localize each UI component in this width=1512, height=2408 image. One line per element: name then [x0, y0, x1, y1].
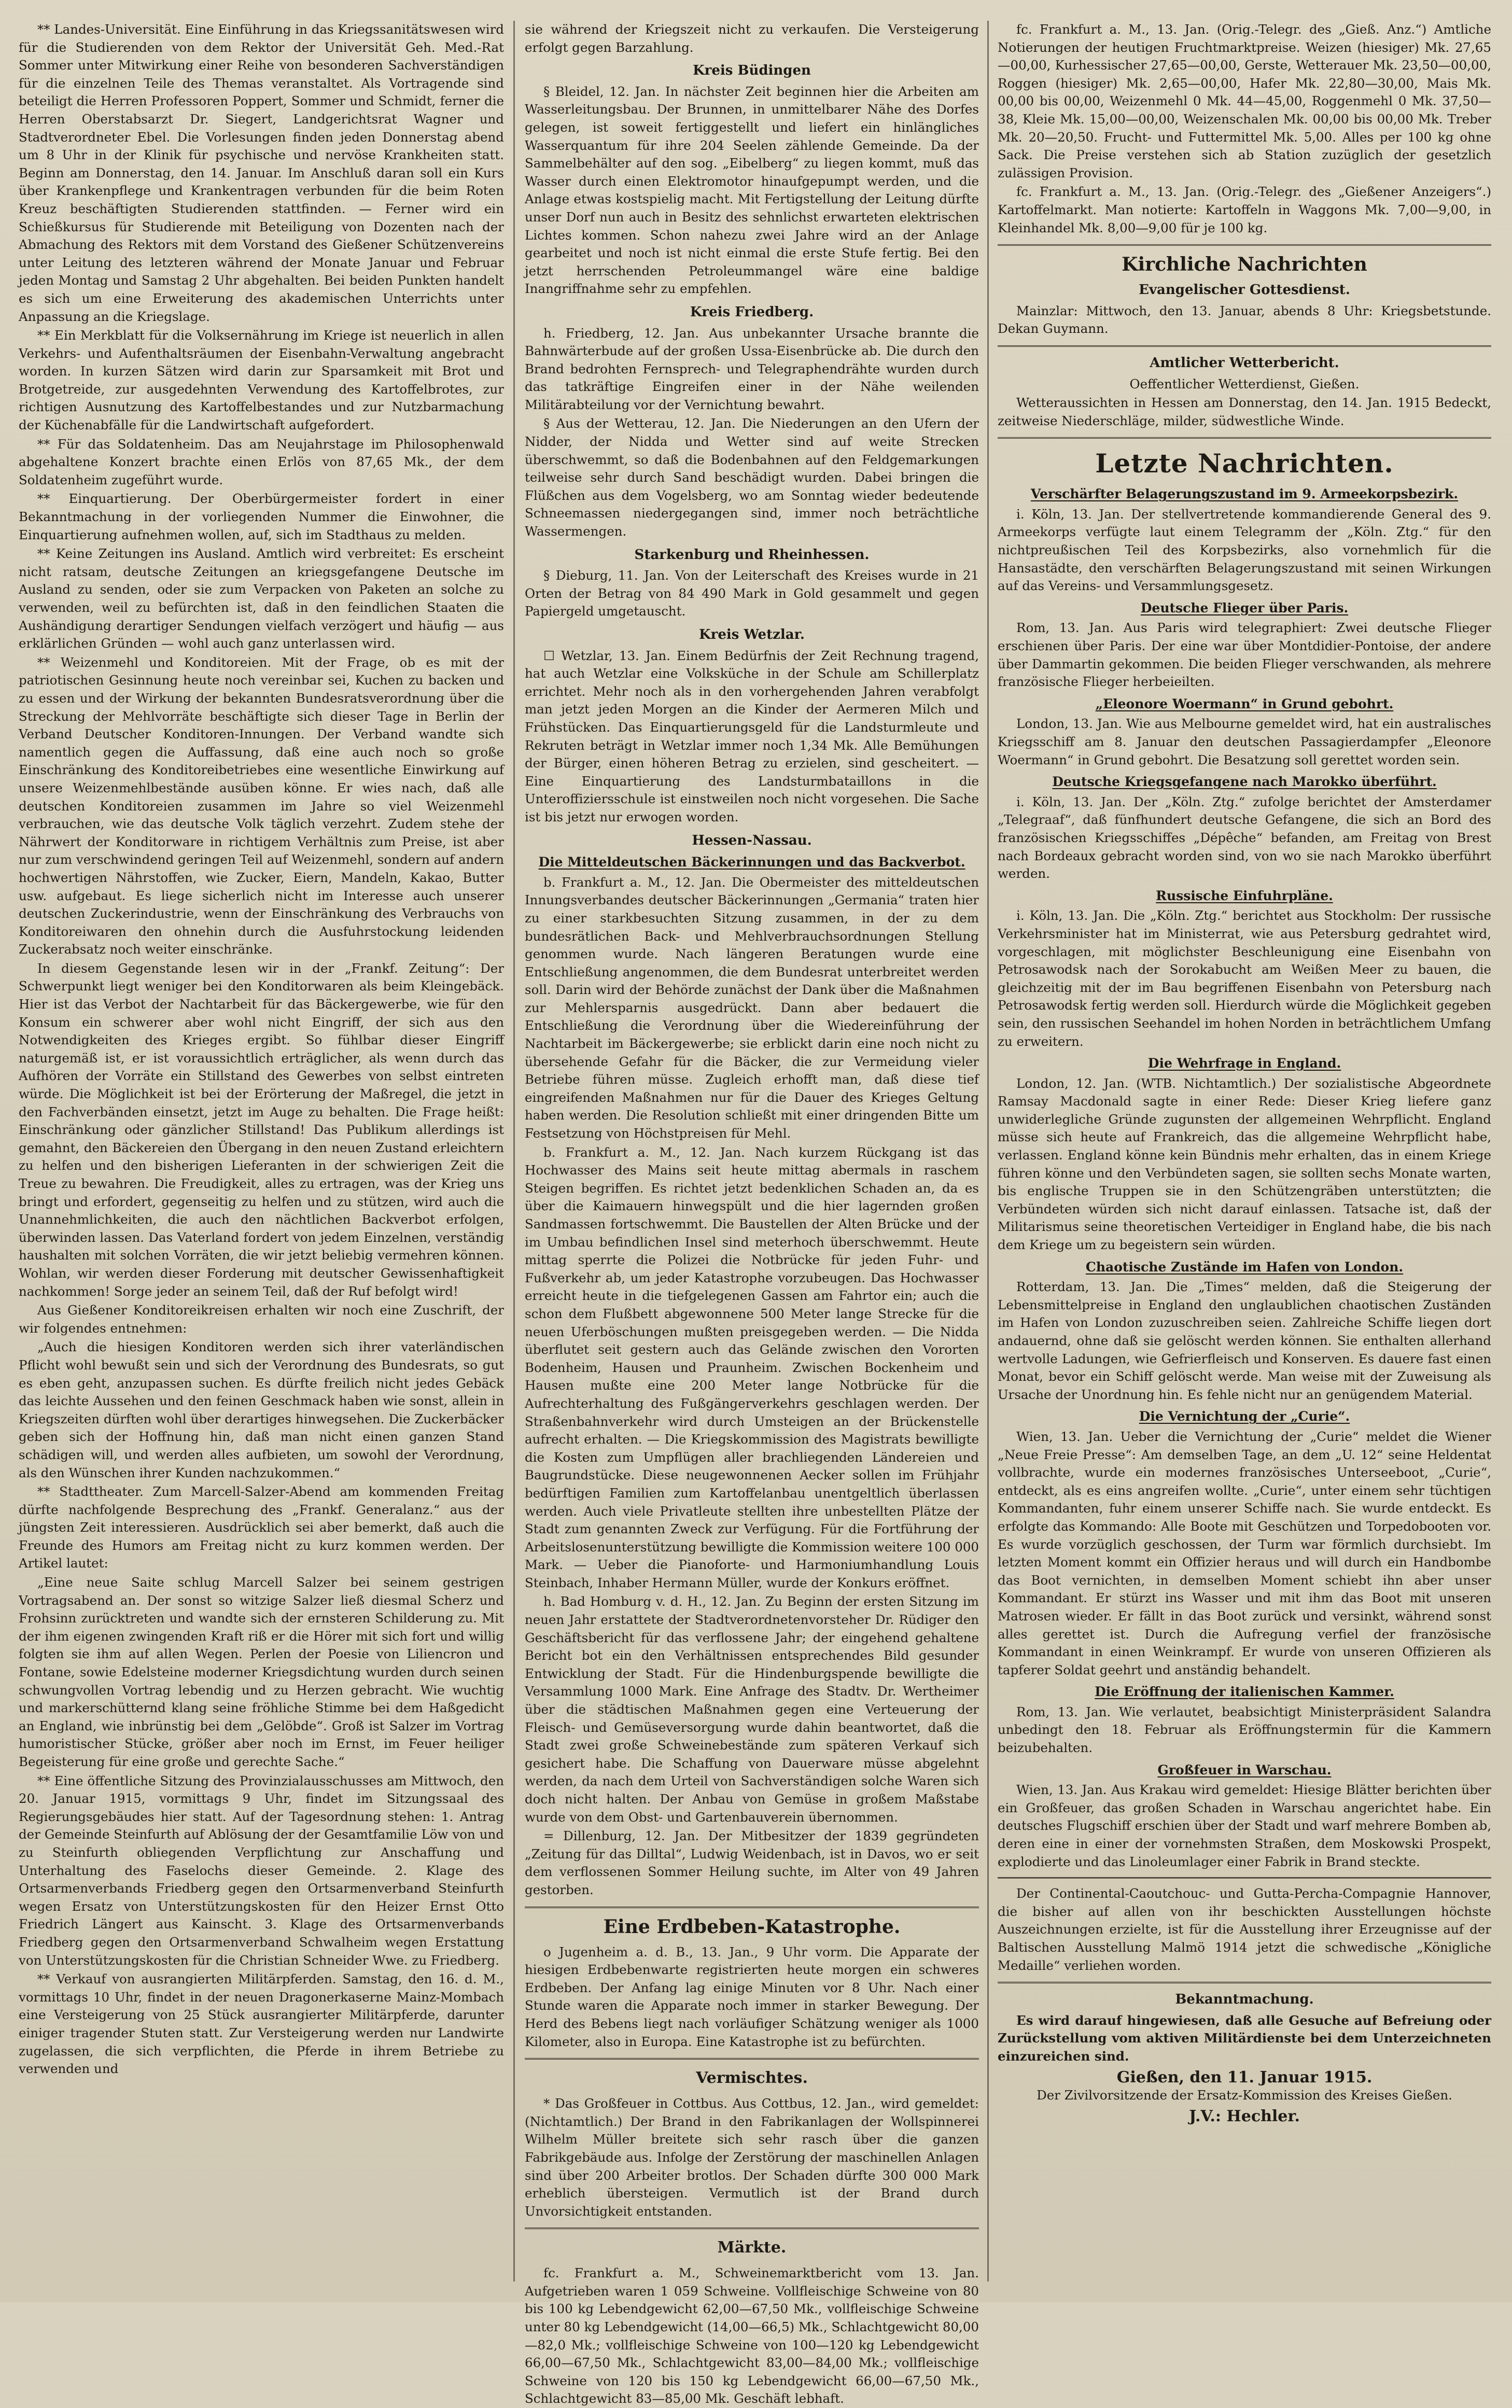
article-homburg: h. Bad Homburg v. d. H., 12. Jan. Zu Beginn der ersten Sitzung im neuen Jahr erstattete der Stadtverordnetenvorsteher Dr. Rüdiger den Geschäftsbericht für das verflossene Jahr; der eingehend gehaltene Bericht bot ein den Verhältnissen entsprechendes Bild gesunder Entwicklung der Stadt. Für die Hindenburgspende bewilligte die Versammlung 1000 Mark. Eine Anfrage des Stadtv. Dr. Wertheimer über die städtischen Maßnahmen gegen eine Verteuerung der Fleisch- und Gemüseversorgung wurde dahin beantwortet, daß die Stadt zwei große Schweinebestände zum späteren Verkauf sich gesichert habe. Die Schaffung von Dauerware müsse abgelehnt werden, da nach dem Urteil von Sachverständigen solche Waren sich doch nicht halten. Der Anbau von Gemüse in großem Maßstabe wurde von dem Obst- und Gartenbauverein übernommen.	[525, 1594, 979, 1825]
section-heading-letzte-nachrichten: Letzte Nachrichten.	[1095, 448, 1394, 479]
article-dillenburg: = Dillenburg, 12. Jan. Der Mitbesitzer der 1839 gegründeten „Zeitung für das Dilltal“, Ludwig Weidenbach, ist in Davos, wo er seit dem verflossenen Sommer Heilung suchte, im Alter von 49 Jahren gestorben.	[525, 1828, 979, 1897]
article-universitaet: ** Landes-Universität. Eine Einführung in das Kriegssanitätswesen wird für die Studierenden von dem Rektor der Universität Geh. Med.-Rat Sommer unter Mitwirkung einer Reihe von besonderen Sachverständigen für die einzelnen Teile des Themas veranstaltet. Als Vortragende sind beteiligt die Herren Professoren Poppert, Sommer und Schmidt, ferner die Herren Oberstabsarzt Dr. Siegert, Landgerichtsrat Wagner und Stadtverordneter Ebel. Die Vorlesungen finden jeden Donnerstag abend um 8 Uhr in der Klinik für psychische und nervöse Krankheiten statt. Beginn am Donnerstag, den 14. Januar. Im Anschluß daran soll ein Kurs über Krankenpflege und Krankentragen verbunden für die beim Roten Kreuz beschäftigten Studierenden stattfinden. — Ferner wird ein Schießkursus für Studierende mit Beteiligung von Dozenten nach der Abmachung des Rektors mit dem Vorstand des Gießener Schützenvereins unter Leitung des letzteren während der Monate Januar und Februar jeden Montag und Samstag 2 Uhr abgehalten. Bei beiden Punkten handelt es sich um eine Erweiterung des akademischen Unterrichts unter Anpassung an die Kriegslage.	[19, 22, 504, 324]
article-hochwasser: b. Frankfurt a. M., 12. Jan. Nach kurzem Rückgang ist das Hochwasser des Mains seit heute mittag abermals in raschem Steigen begriffen. Es richtet jetzt bedenklichen Schaden an, da es über die Kaimauern hinwegspült und die hier lagernden großen Sandmassen fortschwemmt. Die Baustellen der Alten Brücke und der im Umbau befindlichen Insel sind meterhoch überschwemmt. Heute mittag sperrte die Polizei die Notbrücke für jeden Fuhr- und Fußverkehr ab, um jeder Katastrophe vorzubeugen. Das Hochwasser erreicht heute in die tiefgelegenen Gassen am Fahrtor ein; auch die schon dem Flußbett abgewonnene 500 Meter lange Strecke für die neuen Uferböschungen mußten preisgegeben werden. — Die Nidda überflutet seit gestern auch das Gelände zwischen den Vororten Bodenheim, Hausen und Praunheim. Zwischen Bockenheim und Hausen mußte eine 200 Meter lange Notbrücke für die Aufrechterhaltung des Fußgängerverkehrs geschlagen werden. Der Straßenbahnverkehr wird durch Umsteigen an der Brückenstelle aufrecht erhalten. — Die Kriegskommission des Magistrats bewilligte die Kosten zum Umpflügen aller brachliegenden Ländereien und Baugrundstücke. Diese neugewonnenen Aecker sollen im Frühjahr bedürftigen Familien zum Kartoffelanbau unentgeltlich überlassen werden. Auch viele Privatleute stellten ihre unbestellten Plätze der Stadt zum genannten Zweck zur Verfügung. Für die Fortführung der Arbeitslosenunterstützung bewilligte die Kommission weitere 100 000 Mark. — Ueber die Pianoforte- und Harmoniumhandlung Louis Steinbach, Inhaber Hermann Müller, wurde der Konkurs eröffnet.	[525, 1144, 979, 1590]
article-heading-erdbeben: Eine Erdbeben-Katastrophe.	[603, 1915, 901, 1938]
article-stadttheater: ** Stadttheater. Zum Marcell-Salzer-Abend am kommenden Freitag dürfte nachfolgende Besprechung des „Frankf. Generalanz.“ aus der jüngsten Zeit interessieren. Ausdrücklich sei aber bemerkt, daß auch die Freunde des Humors am Freitag nicht zu kurz kommen werden. Der Artikel lautet:	[19, 1484, 504, 1571]
bekanntmachung-signature: J.V.: Hechler.	[1189, 2107, 1300, 2125]
column-2	[525, 21, 979, 2406]
article-heading-hafen: Chaotische Zustände im Hafen von London.	[1085, 1259, 1404, 1275]
article-heading-belagerung: Verschärfter Belagerungszustand im 9. Armeekorpsbezirk.	[1030, 486, 1459, 502]
article-flieger: Rom, 13. Jan. Aus Paris wird telegraphiert: Zwei deutsche Flieger erschienen über Paris. Der eine war über Montdidier-Pontoise, der andere über Dammartin gekommen. Die beiden Flieger verschwanden, als mehrere französische Flieger herbeieilten.	[998, 620, 1491, 690]
article-friedberg: h. Friedberg, 12. Jan. Aus unbekannter Ursache brannte die Bahnwärterbude auf der großen Ussa-Eisenbrücke ab. Die durch den Brand bedrohten Fernsprech- und Telegraphendrähte wurden durch das tatkräftige Eingreifen einer in der Nähe weilenden Militärabteilung vor der Vernichtung bewahrt.	[525, 325, 979, 412]
divider	[525, 1907, 979, 1908]
section-heading-hessen-nassau: Hessen-Nassau.	[692, 832, 812, 848]
divider	[525, 2058, 979, 2060]
section-heading-bekanntmachung: Bekanntmachung.	[1175, 1992, 1314, 2008]
article-wehr: London, 12. Jan. (WTB. Nichtamtlich.) Der sozialistische Abgeordnete Ramsay Macdonald sagte in einer Rede: Dieser Krieg liefere ganz unwiderlegliche Gründe zugunsten der allgemeinen Wehrpflicht. England müsse sich heute auf Frankreich, das die allgemeine Wehrpflicht habe, verlassen. England könne kein Bündnis mehr erhalten, das in einem Kriege führen könne und den Verbündeten sagen, sie sollten sechs Monate warten, bis englische Truppen sie in den Schützengräben unterstützten; die Verbündeten würden sich nicht darauf einlassen. Tatsache ist, daß der Militarismus seine theoretischen Verteidiger in England habe, die bis nach dem Kriege um zu begeistern sein würden.	[998, 1075, 1491, 1253]
column-rule	[987, 21, 989, 2281]
article-curie: Wien, 13. Jan. Ueber die Vernichtung der „Curie“ meldet die Wiener „Neue Freie Presse“: Am demselben Tage, an dem „U. 12“ seine Heldentat vollbrachte, wurde ein modernes französisches Unterseeboot, „Curie“, entdeckt, als es eins angreifen wollte. „Curie“, unter einem sehr tüchtigen Kommandanten, fuhr einem unserer Schiffe nach. Sie wurde entdeckt. Es erfolgte das Kommando: Alle Boote mit Geschützen und Torpedobooten vor. Es wurde vorzüglich geschossen, der Turm war förmlich durchsiebt. Im letzten Moment kommt ein Offizier heraus und will durch ein Handbombe das Boot vernichten, in demselben Moment schiebt ihn aber unser Kommandant. Er stürzt ins Wasser und mit ihm das Boot mit unseren Matrosen wieder. Er fällt in das Boot zurück und versinkt, während sonst alles gerettet ist. Durch die Aufregung verfiel der französische Kommandant in einen Weinkrampf. Er wurde von unseren Offizieren als tapferer Soldat geehrt und anständig behandelt.	[998, 1429, 1491, 1677]
article-frankf-zeitung: In diesem Gegenstande lesen wir in der „Frankf. Zeitung“: Der Schwerpunkt liegt weniger bei den Konditorwaren als beim Kleingebäck. Hier ist das Verbot der Nachtarbeit für das Bäckergewerbe, wie für den Konsum ein schwerer aber wohl nicht Eingriff, der sich aus den Notwendigkeiten des Krieges ergibt. So fühlbar dieser Eingriff naturgemäß ist, er ist voraussichtlich erträglicher, als wenn durch das Aufhören der Vorräte ein Stillstand des Gewerbes von selbst eintreten würde. Die Möglichkeit ist bei der Erörterung der Maßregel, die jetzt in den Fachverbänden einsetzt, jetzt im Auge zu behalten. Die Frage heißt: Einschränkung oder gänzlicher Stillstand! Das Publikum allerdings ist gemahnt, den Bäckereien den Übergang in den neuen Zustand erleichtern zu helfen und den bisherigen Lieferanten in der schwierigen Zeit die Treue zu bewahren. Die Freudigkeit, alles zu ertragen, was der Krieg uns bringt und erfordert, gegenseitig zu helfen und zu stützen, wird auch die Unannehmlichkeiten, die auch den nächtlichen Backverbot erfolgen, überwinden lassen. Das Vaterland fordert von jedem Einzelnen, verständig haushalten mit solchen Vorräten, die wir jetzt beliebig vermehren können. Wohlan, wir werden dieser Forderung mit deutscher Gewissenhaftigkeit nachkommen! Sorge jeder an seinem Teil, daß der Ruf befolgt wird!	[19, 960, 504, 1299]
divider	[525, 2228, 979, 2229]
article-warschau: Wien, 13. Jan. Aus Krakau wird gemeldet: Hiesige Blätter berichten über ein Großfeuer, das großen Schaden in Warschau angerichtet habe. Ein deutsches Flugschiff erschien über der Stadt und warf mehrere Bomben ab, deren eine in einer der vornehmsten Straßen, dem Moskowski Prospekt, explodierte und das Linoleumlager einer Fabrik in Brand steckte.	[998, 1782, 1491, 1869]
section-heading-vermischtes: Vermischtes.	[696, 2069, 808, 2088]
article-erdbeben: o Jugenheim a. d. B., 13. Jan., 9 Uhr vorm. Die Apparate der hiesigen Erdbebenwarte registrierten heute morgen ein schweres Erdbeben. Der Anfang lag einige Minuten vor 8 Uhr. Nach einer Stunde waren die Apparate noch immer in starker Bewegung. Der Herd des Bebens liegt nach vorläufiger Schätzung weniger als 1000 Kilometer, also in Europa. Eine Katastrophe ist zu befürchten.	[525, 1944, 979, 2049]
article-konditorei-quote: „Auch die hiesigen Konditoren werden sich ihrer vaterländischen Pflicht wohl bewußt sein und sich der Verordnung des Bundesrats, so gut es eben geht, anzupassen suchen. Es dürfte freilich nicht jedes Gebäck das leichte Aussehen und den feinen Geschmack haben wie sonst, allein in Kriegszeiten dürften wohl über derartiges hinwegsehen. Die Zuckerbäcker geben sich der Hoffnung hin, daß man nicht einen ganzen Stand schädigen will, und werden alles aufbieten, um sowohl der Verordnung, als den Wünschen ihrer Kunden nachzukommen.“	[19, 1339, 504, 1480]
section-heading-friedberg: Kreis Friedberg.	[690, 304, 814, 320]
section-heading-kirchliche: Kirchliche Nachrichten	[1122, 254, 1367, 276]
article-continuation: sie während der Kriegszeit nicht zu verkaufen. Die Versteigerung erfolgt gegen Barzahlung.	[525, 22, 979, 55]
article-mainzlar: Mainzlar: Mittwoch, den 13. Januar, abends 8 Uhr: Kriegsbetstunde. Dekan Guymann.	[998, 303, 1491, 337]
article-heading-marokko: Deutsche Kriegsgefangene nach Marokko überführt.	[1052, 774, 1437, 790]
article-einquartierung: ** Einquartierung. Der Oberbürgermeister fordert in einer Bekanntmachung in der vorliegenden Nummer die Einwohner, die Einquartierung aufnehmen wollen, auf, sich im Stadthaus zu melden.	[19, 491, 504, 542]
article-baecker: b. Frankfurt a. M., 12. Jan. Die Obermeister des mitteldeutschen Innungsverbandes deutscher Bäckerinnungen „Germania“ traten hier zu einer starkbesuchten Sitzung zusammen, in der zu dem bundesrätlichen Back- und Mehlverbrauchsordnungen Stellung genommen wurde. Nach längeren Beratungen wurde eine Entschließung angenommen, die dem Bundesrat unterbreitet werden soll. Darin wird der Behörde zunächst der Dank über die Maßnahmen zur Mehlersparnis ausgedrückt. Dann aber bedauert die Entschließung die Verordnung über die Wiedereinführung der Nachtarbeit im Bäckergewerbe; sie erblickt darin eine noch nicht zu übersehende Gefahr für die Bäcker, die zur Vermeidung vieler Betriebe führen müsse. Zugleich erhofft man, daß diese tief eingreifenden Maßnahmen nur für die Dauer des Krieges Geltung haben werden. Die Resolution schließt mit einer dringenden Bitte um Festsetzung von Höchstpreisen für Mehl.	[525, 874, 979, 1141]
article-woermann: London, 13. Jan. Wie aus Melbourne gemeldet wird, hat ein australisches Kriegsschiff am 8. Januar den deutschen Passagierdampfer „Eleonore Woermann“ in Grund gebohrt. Die Besatzung soll gerettet worden sein.	[998, 716, 1491, 767]
bekanntmachung-signer: Der Zivilvorsitzende der Ersatz-Kommission des Kreises Gießen.	[1037, 2088, 1452, 2103]
column-3	[998, 21, 1491, 2281]
article-heading-warschau: Großfeuer in Warschau.	[1157, 1762, 1332, 1777]
divider	[998, 437, 1491, 439]
wetter-sub: Oeffentlicher Wetterdienst, Gießen.	[1129, 376, 1360, 391]
article-fruchtmarkt: fc. Frankfurt a. M., 13. Jan. (Orig.-Telegr. des „Gieß. Anz.“) Amtliche Notierungen der heutigen Fruchtmarktpreise. Weizen (hiesiger) Mk. 27,65—00,00, Kurhessischer 27,65—00,00, Gerste, Wetterauer Mk. 23,50—00,00, Roggen (hiesiger) Mk. 2,65—00,00, Hafer Mk. 22,80—30,00, Mais Mk. 00,00 bis 00,00, Weizenmehl 0 Mk. 44—45,00, Roggenmehl 0 Mk. 37,50—38, Kleie Mk. 15,00—00,00, Weizenschalen Mk. 00,00 bis 00,00 Mk. Treber Mk. 20—20,50. Frucht- und Futtermittel Mk. 5,00. Alles per 100 kg ohne Sack. Die Preise verstehen sich ab Station zuzüglich der gesetzlich zulässigen Provision.	[998, 22, 1491, 180]
article-heading-curie: Die Vernichtung der „Curie“.	[1139, 1409, 1350, 1424]
wetter-text: Wetteraussichten in Hessen am Donnerstag, den 14. Jan. 1915 Bedeckt, zeitweise Niederschläge, milder, südwestliche Winde.	[998, 395, 1491, 428]
article-schweinemarkt: fc. Frankfurt a. M., Schweinemarktbericht vom 13. Jan. Aufgetrieben waren 1 059 Schweine. Vollfleischige Schweine von 80 bis 100 kg Lebendgewicht 62,00—67,50 Mk., vollfleischige Schweine unter 80 kg Lebendgewicht (14,00—66,5) Mk., Schlachtgewicht 80,00—82,0 Mk.; vollfleischige Schweine von 100—120 kg Lebendgewicht 66,00—67,50 Mk., Schlachtgewicht 83,00—84,00 Mk.; vollfleischige Schweine von 120 bis 150 kg Lebendgewicht 66,00—67,50 Mk., Schlachtgewicht 83—85,00 Mk. Geschäft lebhaft.	[525, 2265, 979, 2406]
article-heading-woermann: „Eleonore Woermann“ in Grund gebohrt.	[1095, 696, 1394, 711]
article-konditorei-intro: Aus Gießener Konditoreikreisen erhalten wir noch eine Zuschrift, der wir folgendes entnehmen:	[19, 1303, 504, 1336]
section-heading-starkenburg: Starkenburg und Rheinhessen.	[634, 547, 870, 563]
column-rule	[513, 21, 515, 2281]
divider	[998, 1982, 1491, 1983]
article-heading-flieger: Deutsche Flieger über Paris.	[1140, 600, 1349, 615]
article-kartoffelmarkt: fc. Frankfurt a. M., 13. Jan. (Orig.-Telegr. des „Gießener Anzeigers“.) Kartoffelmarkt. Man notierte: Kartoffeln in Waggons Mk. 7,00—9,00, in Kleinhandel Mk. 8,00—9,00 für je 100 kg.	[998, 184, 1491, 235]
article-belagerung: i. Köln, 13. Jan. Der stellvertretende kommandierende General des 9. Armeekorps verfügte laut einem Telegramm der „Köln. Ztg.“ für den nichtpreußischen Teil des Korpsbezirks, also vornehmlich für die Hansastädte, den verschärften Belagerungszustand mit seinen Wirkungen auf das Vereins- und Versammlungsgesetz.	[998, 506, 1491, 594]
article-cottbus: * Das Großfeuer in Cottbus. Aus Cottbus, 12. Jan., wird gemeldet: (Nichtamtlich.) Der Brand in den Fabrikanlagen der Wollspinnerei Wilhelm Müller breitete sich sehr rasch über die ganzen Fabrikgebäude aus. Infolge der Zerstörung der maschinellen Anlagen sind über 200 Arbeiter brotlos. Der Schaden dürfte 300 000 Mark erheblich übersteigen. Vermutlich ist der Brand durch Unvorsichtigkeit entstanden.	[525, 2096, 979, 2219]
article-heading-kammer: Die Eröffnung der italienischen Kammer.	[1095, 1684, 1394, 1700]
article-wetzlar: ☐ Wetzlar, 13. Jan. Einem Bedürfnis der Zeit Rechnung tragend, hat auch Wetzlar eine Volksküche in der Schule am Schillerplatz errichtet. Mehr noch als in den vorhergehenden Jahren verabfolgt man jetzt jeden Morgen an die Kinder der Aermeren Milch und Frühstücken. Das Einquartierungsgeld für die Landsturmleute und Rekruten beträgt in Wetzlar immer noch 1,34 Mk. Alle Bemühungen der Bürger, einen höheren Betrag zu erzielen, sind gescheitert. — Eine Einquartierung des Landsturmbataillons in die Unteroffiziersschule ist einstweilen noch nicht vorgesehen. Die Sache ist bis jetzt nur erwogen worden.	[525, 648, 979, 824]
article-kammer: Rom, 13. Jan. Wie verlautet, beabsichtigt Ministerpräsident Salandra unbedingt den 18. Februar als Eröffnungstermin für die Kammern beizubehalten.	[998, 1704, 1491, 1756]
article-keine-zeitungen: ** Keine Zeitungen ins Ausland. Amtlich wird verbreitet: Es erscheint nicht ratsam, deutsche Zeitungen an kriegsgefangene Deutsche im Ausland zu senden, oder sie zum Verpacken von Paketen an solche zu verwenden, weil zu befürchten ist, daß in den feindlichen Staaten die Aushändigung derartiger Sendungen vielfach verzögert und häufig — aus erklärlichen Gründen — wohl auch ganz unterlassen wird.	[19, 546, 504, 651]
section-heading-buedingen: Kreis Büdingen	[693, 63, 811, 79]
section-heading-wetzlar: Kreis Wetzlar.	[699, 627, 805, 642]
section-heading-wetter: Amtlicher Wetterbericht.	[1150, 355, 1339, 371]
article-hafen: Rotterdam, 13. Jan. Die „Times“ melden, daß die Steigerung der Lebensmittelpreise in England den unglaublichen chaotischen Zuständen im Hafen von London zuzuschreiben seien. Zahlreiche Schiffe liegen dort andauernd, ohne daß sie gelöscht werden können. Sie enthalten allerhand wertvolle Ladungen, wie Gefrierfleisch und Konserven. Es dauere fast einen Monat, bevor ein Schiff gelöscht werde. Man weise mit der Zuweisung als Ursache der Unordnung hin. Es fehle nicht nur an genügendem Material.	[998, 1279, 1491, 1402]
article-russ: i. Köln, 13. Jan. Die „Köln. Ztg.“ berichtet aus Stockholm: Der russische Verkehrsminister hat im Ministerrat, wie aus Petersburg gedrahtet wird, vorgeschlagen, mit möglichster Beschleunigung eine Eisenbahn von Petrosawodsk nach der Sorokabucht am Weißen Meer zu bauen, die gleichzeitig mit der im Bau begriffenen Eisenbahn von Petersburg nach Petrosawodsk fertig werden soll. Hierdurch würde die Möglichkeit gegeben sein, den russischen Seehandel im hohen Norden in beträchtlichem Umfang zu erweitern.	[998, 908, 1491, 1049]
divider	[998, 244, 1491, 246]
article-marokko: i. Köln, 13. Jan. Der „Köln. Ztg.“ zufolge berichtet der Amsterdamer „Telegraaf“, daß fünfhundert deutsche Gefangene, die sich an Bord des französischen Kriegsschiffes „Dépêche“ befanden, am Freitag von Brest nach Bordeaux gebracht worden sind, von wo sie nach Marokko überführt werden.	[998, 794, 1491, 881]
section-heading-maerkte: Märkte.	[717, 2238, 787, 2257]
divider	[998, 1877, 1491, 1879]
bekanntmachung-text: Es wird darauf hingewiesen, daß alle Gesuche auf Befreiung oder Zurückstellung vom aktiven Militärdienste bei dem Unterzeichneten einzureichen sind.	[998, 2012, 1491, 2064]
bekanntmachung-date: Gießen, den 11. Januar 1915.	[1116, 2068, 1373, 2087]
article-heading-russ: Russische Einfuhrpläne.	[1156, 888, 1333, 903]
article-heading-wehr: Die Wehrfrage in England.	[1147, 1056, 1341, 1071]
article-weizenmehl: ** Weizenmehl und Konditoreien. Mit der Frage, ob es mit der patriotischen Gesinnung heute noch vereinbar sei, Kuchen zu backen und zu essen und der Wirkung der bekannten Bundesratsverordnung über die Streckung der Mehlvorräte beschäftigte sich dieser Tage in Berlin der Verband Deutscher Konditoren-Innungen. Der Verband wandte sich namentlich gegen die Auffassung, daß eine auch noch so große Einschränkung des Konditoreibetriebes eine wesentliche Einwirkung auf unsere Weizenmehlbestände ausüben könne. Er wies nach, daß alle deutschen Konditoreien zusammen im Jahre so viel Weizenmehl verbrauchen, wie das deutsche Volk täglich verzehrt. Zudem stehe der Nährwert der Konditorware in richtigem Verhältnis zum Preise, ist aber nur zum verschwindend geringen Teil auf Weizenmehl, sondern auf andern hochwertigen Nährstoffen, wie Zucker, Eiern, Mandeln, Kakao, Butter usw. aufgebaut. Es liege sicherlich nicht im Interesse auch unserer deutschen Zuckerindustrie, wenn der Einschränkung des Verbrauchs von Konditoreiwaren den ohnehin durch die Ausfuhrstockung leidenden Zuckerabsatz noch weiter einschränke.	[19, 654, 504, 957]
article-dieburg: § Dieburg, 11. Jan. Von der Leiterschaft des Kreises wurde in 21 Orten der Betrag von 84 490 Mark in Gold gesammelt und gegen Papiergeld umgetauscht.	[525, 568, 979, 619]
article-heading-baecker: Die Mitteldeutschen Bäckerinnungen und das Backverbot.	[538, 855, 965, 870]
article-soldatenheim: ** Für das Soldatenheim. Das am Neujahrstage im Philosophenwald abgehaltene Konzert brachte einen Erlös von 87,65 Mk., der dem Soldatenheim zugeführt wurde.	[19, 436, 504, 487]
article-bleidel: § Bleidel, 12. Jan. In nächster Zeit beginnen hier die Arbeiten am Wasserleitungsbau. Der Brunnen, in unmittelbarer Nähe des Dorfes gelegen, ist soweit fertiggestellt und liefert ein hinlängliches Wasserquantum für ihre 204 Seelen zählende Gemeinde. Da der Sammelbehälter auf den sog. „Eibelberg“ zu liegen kommt, muß das Wasser durch einen Elektromotor hinaufgepumpt werden, und die Anlage etwas kostspielig macht. Mit Fertigstellung der Leitung dürfte unser Dorf nun auch in Besitz des sehnlichst erwarteten elektrischen Lichtes kommen. Schon nahezu zwei Jahre wird an der Anlage gearbeitet und noch ist nicht einmal die erste Stufe fertig. Bei den jetzt herrschenden Petroleummangel wäre eine baldige Inangriffnahme sehr zu empfehlen.	[525, 83, 979, 297]
article-wetterau: § Aus der Wetterau, 12. Jan. Die Niederungen an den Ufern der Nidder, der Nidda und Wetter sind auf weite Strecken überschwemmt, so daß die Bodenbahnen auf den Feldgemarkungen teilweise sehr durch Sand beschädigt wurden. Dabei bringen die Flüßchen aus dem Vogelsberg, wo am Sonntag wieder bedeutende Schneemassen niedergegangen sind, immer noch beträchtliche Wassermengen.	[525, 416, 979, 539]
article-provinzialausschuss: ** Eine öffentliche Sitzung des Provinzialausschusses am Mittwoch, den 20. Januar 1915, vormittags 9 Uhr, findet im Sitzungssaal des Regierungsgebäudes hier statt. Auf der Tagesordnung stehen: 1. Antrag der Gemeinde Steinfurth auf Ablösung der der Gesamtfamilie Löw von und zu Steinfurth obliegenden Verpflichtung zur Anschaffung und Unterhaltung des Faselochs dieser Gemeinde. 2. Klage des Ortsarmenverbands Friedberg gegen den Ortsarmenverband Steinfurth wegen Ersatz von Unterstützungskosten für den Heizer Ernst Otto Friedrich Längert aus Kainscht. 3. Klage des Ortsarmenverbands Friedberg gegen den Ortsarmenverband Schwalheim wegen Erstattung von Unterstützungskosten für die Christian Schneider Wwe. zu Friedberg.	[19, 1773, 504, 1968]
subheading-gottesdienst: Evangelischer Gottesdienst.	[1139, 282, 1350, 298]
column-1	[19, 21, 504, 2281]
article-continental: Der Continental-Caoutchouc- und Gutta-Percha-Compagnie Hannover, die bisher auf allen von ihr beschickten Ausstellungen höchste Auszeichnungen erzielte, ist für die Ausstellung ihrer Erzeugnisse auf der Baltischen Ausstellung Malmö 1914 jetzt die schwedische „Königliche Medaille“ verliehen worden.	[998, 1886, 1491, 1973]
article-merkblatt: ** Ein Merkblatt für die Volksernährung im Kriege ist neuerlich in allen Verkehrs- und Aufenthaltsräumen der Eisenbahn-Verwaltung angebracht worden. In kurzen Sätzen wird darin zur Sparsamkeit mit Brot und Brotgetreide, zur ausgedehnten Verwendung des Kartoffelbrotes, zur richtigen Ausnutzung des Kartoffelbestandes und zur Nutzbarmachung der Küchenabfälle für die Landwirtschaft aufgefordert.	[19, 328, 504, 433]
article-militaerpferde: ** Verkauf von ausrangierten Militärpferden. Samstag, den 16. d. M., vormittags 10 Uhr, findet in der neuen Dragonerkaserne Mainz-Mombach eine Versteigerung von 25 Stück ausrangierter Militärpferde, darunter einiger tragender Stuten statt. Zur Versteigerung werden nur Landwirte zugelassen, die sich verpflichten, die Pferde in ihrem Betriebe zu verwenden und	[19, 1971, 504, 2077]
article-salzer-quote: „Eine neue Saite schlug Marcell Salzer bei seinem gestrigen Vortragsabend an. Der sonst so witzige Salzer ließ diesmal Scherz und Frohsinn zurücktreten und wandte sich der ernsteren Schilderung zu. Mit der ihm eigenen zwingenden Kraft riß er die Hörer mit sich fort und willig folgten sie ihm auf allen Wegen. Perlen der Poesie von Liliencron und Fontane, sowie Edelsteine moderner Kriegsdichtung wurden durch seinen schwungvollen Vortrag lebendig und zu Herzen gebracht. Wie wuchtig und markerschütternd klang seine fröhliche Stimme bei dem Haßgedicht an England, wie inbrünstig bei dem „Gelöbde“. Groß ist Salzer im Vortrag humoristischer Stücke, größer aber noch im Ernst, im Feuer heiliger Begeisterung für eine große und gerechte Sache.“	[19, 1575, 504, 1769]
divider	[998, 345, 1491, 347]
